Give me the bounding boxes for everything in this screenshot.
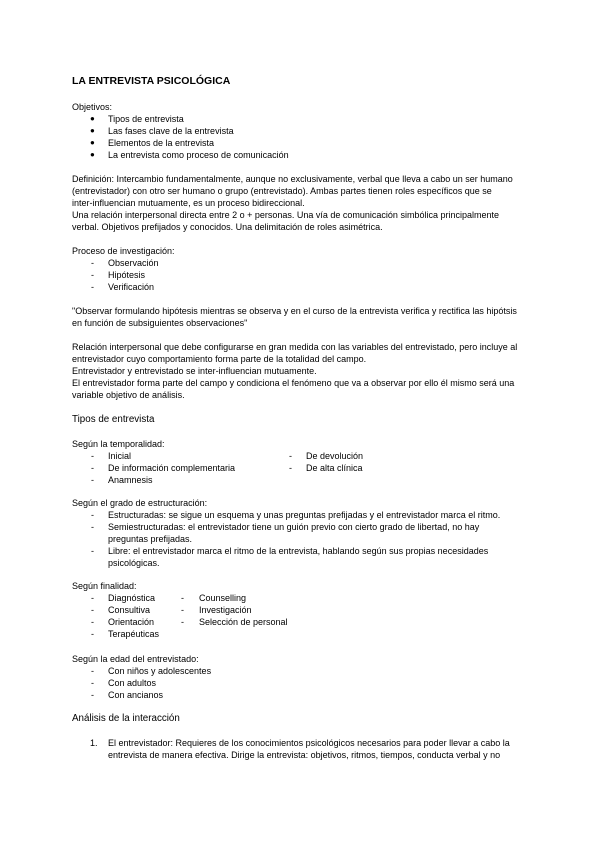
dash-marker: - [91, 678, 94, 688]
objetivos-label: Objetivos: [72, 102, 113, 112]
bullet-icon: ● [90, 114, 95, 123]
dash-marker: - [289, 451, 292, 461]
dash-marker: - [91, 617, 94, 627]
definicion-line: Definición: Intercambio fundamentalmente, aunque no exclusivamente, verbal que lleva a cabo un ser humano [72, 174, 513, 184]
analisis-line: entrevista de manera efectiva. Dirige la entrevista: objetivos, ritmos, tiempos, conducta verbal y no [108, 750, 501, 760]
dash-marker: - [91, 282, 94, 292]
bullet-icon: ● [90, 150, 95, 159]
dash-marker: - [91, 522, 94, 532]
proceso-item: Hipótesis [108, 270, 146, 280]
dash-marker: - [91, 629, 94, 639]
dash-marker: - [91, 546, 94, 556]
objetivo-item: La entrevista como proceso de comunicación [108, 150, 289, 160]
temporalidad-item: De información complementaria [108, 463, 236, 473]
temporalidad-item: De devolución [306, 451, 364, 461]
dash-marker: - [91, 510, 94, 520]
temporalidad-item: Anamnesis [108, 475, 153, 485]
finalidad-item: Orientación [108, 617, 155, 627]
dash-marker: - [91, 593, 94, 603]
definicion-line: verbal. Objetivos prefijados y conocidos. Una delimitación de roles asimétrica. [72, 222, 383, 232]
relacion-line: entrevistador cuyo comportamiento forma parte de la totalidad del campo. [72, 354, 367, 364]
dash-marker: - [91, 666, 94, 676]
quote-line: "Observar formulando hipótesis mientras se observa y en el curso de la entrevista verifica y rectifica las hipótsis [72, 306, 517, 316]
edad-item: Con adultos [108, 678, 157, 688]
objetivo-item: Elementos de la entrevista [108, 138, 215, 148]
temporalidad-item: Inicial [108, 451, 132, 461]
finalidad-item: Consultiva [108, 605, 151, 615]
dash-marker: - [91, 605, 94, 615]
temporalidad-item: De alta clínica [306, 463, 363, 473]
definicion-line: inter-influencian mutuamente, es un proceso bidireccional. [72, 198, 305, 208]
objetivo-item: Las fases clave de la entrevista [108, 126, 234, 136]
section-heading-analisis: Análisis de la interacción [72, 713, 180, 724]
edad-label: Según la edad del entrevistado: [72, 654, 199, 664]
estructuracion-item: Libre: el entrevistador marca el ritmo de la entrevista, hablando según sus propias necesidades [108, 546, 489, 556]
document-title: LA ENTREVISTA PSICOLÓGICA [72, 75, 231, 87]
finalidad-item: Selección de personal [199, 617, 288, 627]
list-number: 1. [90, 738, 98, 748]
estructuracion-item-cont: psicológicas. [108, 558, 160, 568]
bullet-icon: ● [90, 126, 95, 135]
relacion-line: Entrevistador y entrevistado se inter-influencian mutuamente. [72, 366, 317, 376]
estructuracion-item-cont: preguntas prefijadas. [108, 534, 193, 544]
dash-marker: - [91, 258, 94, 268]
section-heading-tipos: Tipos de entrevista [72, 414, 155, 425]
analisis-line: El entrevistador: Requieres de los conocimientos psicológicos necesarios para poder llevar a cabo la [108, 738, 510, 748]
dash-marker: - [181, 605, 184, 615]
dash-marker: - [91, 463, 94, 473]
quote-line: en función de subsiguientes observaciones" [72, 318, 248, 328]
temporalidad-label: Según la temporalidad: [72, 439, 165, 449]
finalidad-item: Terapéuticas [108, 629, 160, 639]
proceso-item: Observación [108, 258, 159, 268]
estructuracion-item: Estructuradas: se sigue un esquema y unas preguntas prefijadas y el entrevistador marca el ritmo. [108, 510, 501, 520]
bullet-icon: ● [90, 138, 95, 147]
definicion-line: (entrevistador) con otro ser humano o grupo (entrevistado). Ambas partes tienen roles específicos que se [72, 186, 492, 196]
dash-marker: - [289, 463, 292, 473]
dash-marker: - [91, 451, 94, 461]
objetivo-item: Tipos de entrevista [108, 114, 184, 124]
relacion-line: variable objetivo de análisis. [72, 390, 185, 400]
proceso-item: Verificación [108, 282, 155, 292]
definicion-line: Una relación interpersonal directa entre 2 o + personas. Una vía de comunicación simbólica principalmente [72, 210, 499, 220]
dash-marker: - [181, 617, 184, 627]
relacion-line: El entrevistador forma parte del campo y condiciona el fenómeno que va a observar por ello él mismo será una [72, 378, 515, 388]
dash-marker: - [91, 270, 94, 280]
dash-marker: - [91, 690, 94, 700]
dash-marker: - [91, 475, 94, 485]
finalidad-item: Diagnóstica [108, 593, 156, 603]
estructuracion-label: Según el grado de estructuración: [72, 498, 208, 508]
finalidad-item: Investigación [199, 605, 252, 615]
edad-item: Con niños y adolescentes [108, 666, 212, 676]
finalidad-label: Según finalidad: [72, 581, 137, 591]
dash-marker: - [181, 593, 184, 603]
finalidad-item: Counselling [199, 593, 247, 603]
edad-item: Con ancianos [108, 690, 164, 700]
estructuracion-item: Semiestructuradas: el entrevistador tiene un guión previo con cierto grado de libertad, no hay [108, 522, 480, 532]
proceso-label: Proceso de investigación: [72, 246, 175, 256]
relacion-line: Relación interpersonal que debe configurarse en gran medida con las variables del entrevistado, pero incluye al [72, 342, 518, 352]
